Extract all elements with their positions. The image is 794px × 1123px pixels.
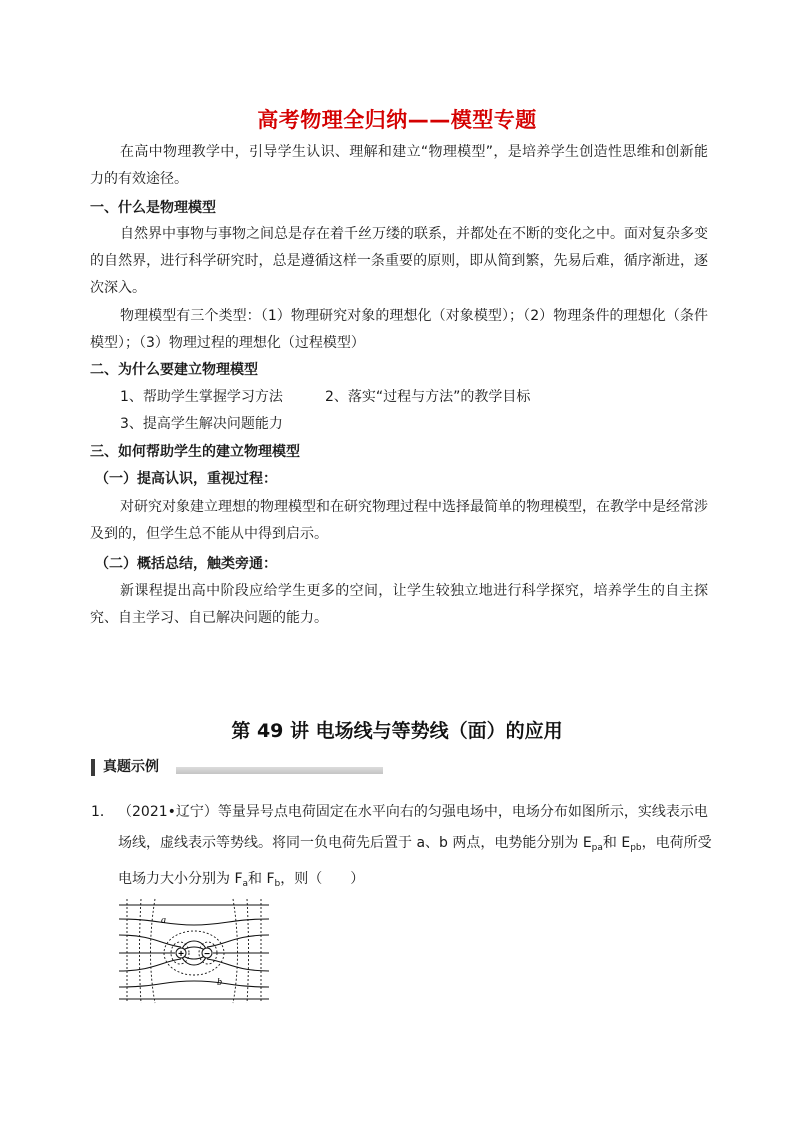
section1-heading: 一、什么是物理模型 xyxy=(90,200,216,216)
field-line xyxy=(119,935,181,947)
section1-paragraph-2: 物理模型有三个类型：（1）物理研究对象的理想化（对象模型）；（2）物理条件的理想化（条件模型）；（3）物理过程的理想化（过程模型） xyxy=(90,308,708,351)
section3-subheading-1: （一）提高认识，重视过程： xyxy=(95,471,277,487)
section2-item-1: 1、帮助学生掌握学习方法 xyxy=(120,389,283,405)
subscript-pb: pb xyxy=(630,843,642,853)
field-line xyxy=(119,919,269,925)
question-text-part: （2021•辽宁）等量异号点电荷固定在水平向右的匀强电场中，电场分布如图所示，实线表示电场线，虚线表示等势线。将同一负电荷先后置于 a、b 两点，电势能分别为 E xyxy=(118,804,708,851)
point-b-label: b xyxy=(217,977,222,988)
section3-subheading-2: （二）概括总结，触类旁通： xyxy=(95,556,277,572)
equipotential-line xyxy=(140,899,142,1003)
question-text-part: ，则（ ） xyxy=(280,871,365,887)
lecture-title: 第 49 讲 电场线与等势线（面）的应用 xyxy=(231,720,563,742)
subscript-a: a xyxy=(242,879,249,889)
section3-heading: 三、如何帮助学生的建立物理模型 xyxy=(90,444,300,460)
question-text-part: ，电荷所受电场力大小分别为 F xyxy=(118,835,712,887)
question-text-part: 和 E xyxy=(602,835,631,851)
section2-item-3: 3、提高学生解决问题能力 xyxy=(120,416,283,432)
main-title: 高考物理全归纳——模型专题 xyxy=(257,108,537,132)
field-line xyxy=(207,959,269,971)
positive-charge-sign: + xyxy=(178,949,184,960)
question-text xyxy=(118,797,716,900)
section2-item-2: 2、落实“过程与方法”的教学目标 xyxy=(325,389,531,405)
subscript-b: b xyxy=(274,879,281,889)
section-label: 真题示例 xyxy=(103,759,159,775)
section3-paragraph-2: 新课程提出高中阶段应给学生更多的空间，让学生较独立地进行科学探究，培养学生的自主探究、自主学习、自已解决问题的能力。 xyxy=(90,583,708,626)
point-a-label: a xyxy=(161,915,166,926)
section-marker-bar xyxy=(91,759,95,776)
equipotential-line xyxy=(151,899,156,1003)
equipotential-line xyxy=(247,899,249,1003)
negative-charge-sign: − xyxy=(204,949,210,960)
section-divider xyxy=(176,767,383,774)
field-line xyxy=(119,959,181,971)
section1-paragraph-1: 自然界中事物与事物之间总是存在着千丝万缕的联系，并都处在不断的变化之中。面对复杂多变的自然界，进行科学研究时，总是遵循这样一条重要的原则，即从简到繁，先易后难，循序渐进，逐次深入。 xyxy=(90,226,708,296)
question-text-part: 和 F xyxy=(248,871,275,887)
intro-paragraph: 在高中物理教学中，引导学生认识、理解和建立“物理模型”，是培养学生创造性思维和创新能力的有效途径。 xyxy=(90,144,708,187)
section2-heading: 二、为什么要建立物理模型 xyxy=(90,362,258,378)
section3-paragraph-1: 对研究对象建立理想的物理模型和在研究物理过程中选择最简单的物理模型，在教学中是经常涉及到的，但学生总不能从中得到启示。 xyxy=(90,499,708,542)
electric-field-diagram xyxy=(113,895,275,1007)
field-line xyxy=(119,981,269,987)
equipotential-line xyxy=(233,899,238,1003)
field-line xyxy=(207,935,269,947)
question-number: 1． xyxy=(91,804,114,820)
subscript-pa: pa xyxy=(591,843,603,853)
